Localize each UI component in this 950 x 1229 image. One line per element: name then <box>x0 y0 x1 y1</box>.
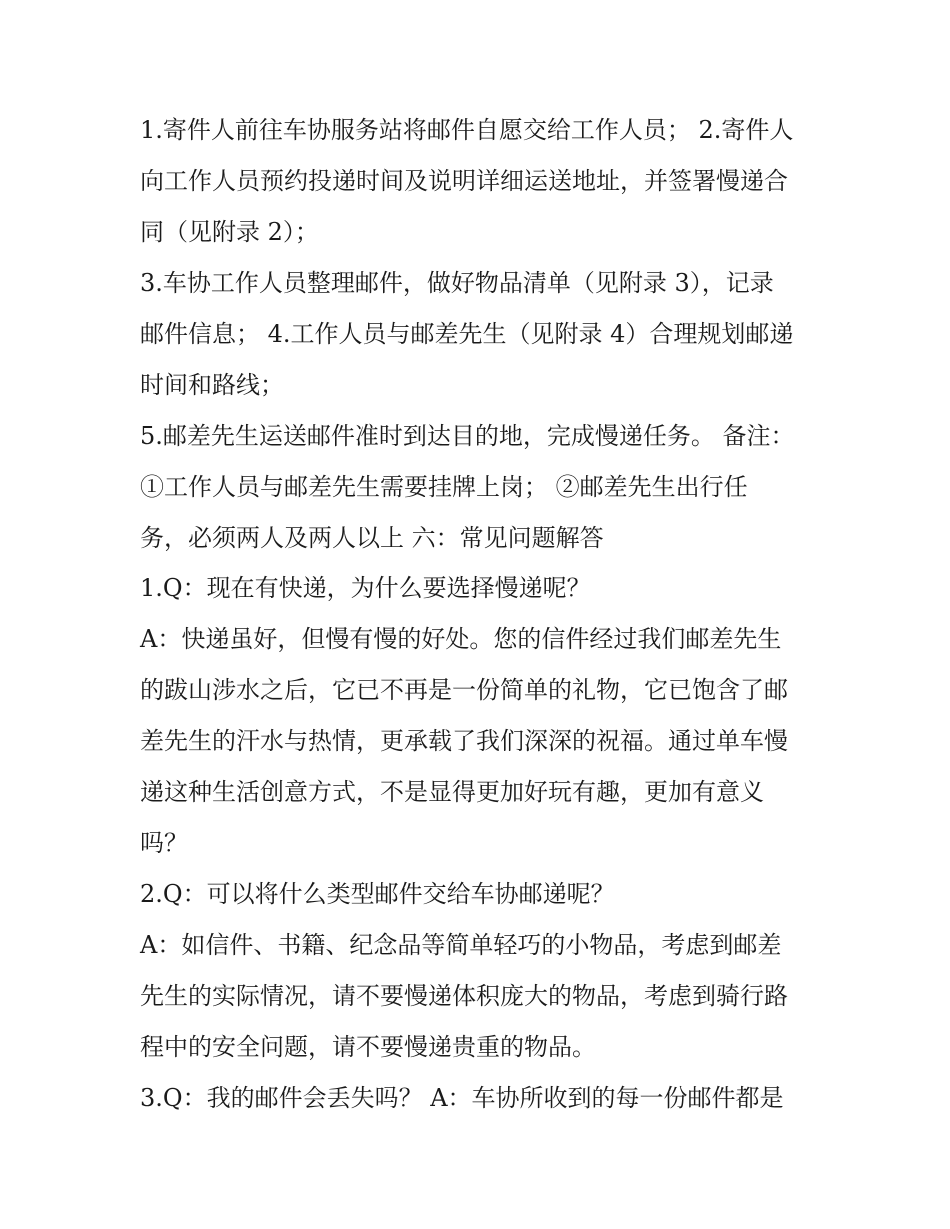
text-line: 先生的实际情况，请不要慢递体积庞大的物品，考虑到骑行路 <box>140 982 788 1010</box>
text-line: 的跋山涉水之后，它已不再是一份简单的礼物，它已饱含了邮 <box>140 676 788 704</box>
text-line: A：如信件、书籍、纪念品等简单轻巧的小物品，考虑到邮差 <box>140 931 782 959</box>
text-line: 2.Q：可以将什么类型邮件交给车协邮递呢？ <box>140 880 615 908</box>
text-line: 时间和路线； <box>140 371 284 399</box>
text-line: 务，必须两人及两人以上 六：常见问题解答 <box>140 524 604 552</box>
text-line: 3.Q：我的邮件会丢失吗？ A：车协所收到的每一份邮件都是 <box>140 1084 784 1112</box>
text-line: 递这种生活创意方式，不是显得更加好玩有趣，更加有意义 <box>140 778 764 806</box>
text-line: 5.邮差先生运送邮件准时到达目的地，完成慢递任务。 备注： <box>140 422 795 450</box>
text-line: 向工作人员预约投递时间及说明详细运送地址，并签署慢递合 <box>140 167 788 195</box>
text-line: 1.Q：现在有快递，为什么要选择慢递呢？ <box>140 574 591 602</box>
text-line: 1.寄件人前往车协服务站将邮件自愿交给工作人员； 2.寄件人 <box>140 116 794 144</box>
text-line: ①工作人员与邮差先生需要挂牌上岗； ②邮差先生出行任 <box>140 473 748 501</box>
text-line: 同（见附录 2）； <box>140 218 319 246</box>
text-line: 差先生的汗水与热情，更承载了我们深深的祝福。通过单车慢 <box>140 727 788 755</box>
text-line: 3.车协工作人员整理邮件，做好物品清单（见附录 3），记录 <box>140 269 774 297</box>
text-line: 程中的安全问题，请不要慢递贵重的物品。 <box>140 1033 596 1061</box>
text-line: 吗？ <box>140 829 188 857</box>
text-line: 邮件信息； 4.工作人员与邮差先生（见附录 4）合理规划邮递 <box>140 320 794 348</box>
text-line: A：快递虽好，但慢有慢的好处。您的信件经过我们邮差先生 <box>140 625 782 653</box>
